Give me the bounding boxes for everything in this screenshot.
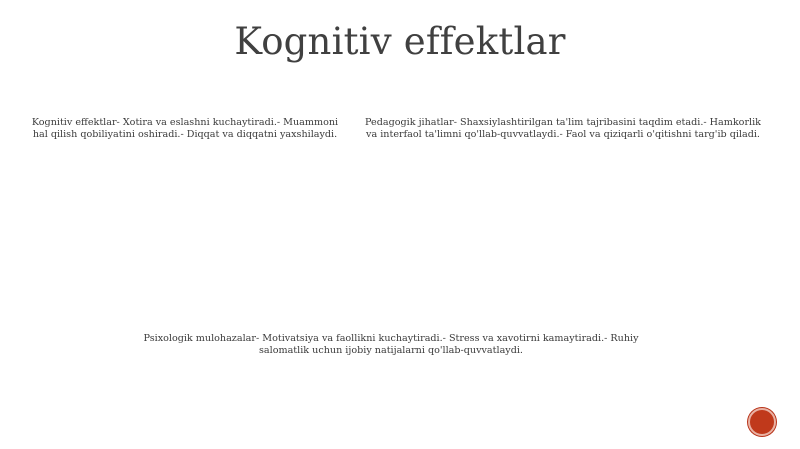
cognitive-effects-text: Kognitiv effektlar- Xotira va eslashni kuchaytiradi.- Muammoni hal qilish qobiliyatini oshiradi.- Diqqat va diqqatni yaxshilaydi. <box>31 117 339 140</box>
psychological-considerations-text: Psixologik mulohazalar- Motivatsiya va faollikni kuchaytiradi.- Stress va xavotirni kamaytiradi.- Ruhiy salomatlik uchun ijobiy natijalarni qo'llab-quvvatlaydi. <box>143 333 639 356</box>
pedagogical-aspects-text: Pedagogik jihatlar- Shaxsiylashtirilgan ta'lim tajribasini taqdim etadi.- Hamkorlik va interfaol ta'limni qo'llab-quvvatlaydi.- Faol va qiziqarli o'qitishni targ'ib qiladi. <box>365 117 761 140</box>
slide-title: Kognitiv effektlar <box>234 20 566 63</box>
circle-nav-button-icon[interactable] <box>748 408 776 436</box>
